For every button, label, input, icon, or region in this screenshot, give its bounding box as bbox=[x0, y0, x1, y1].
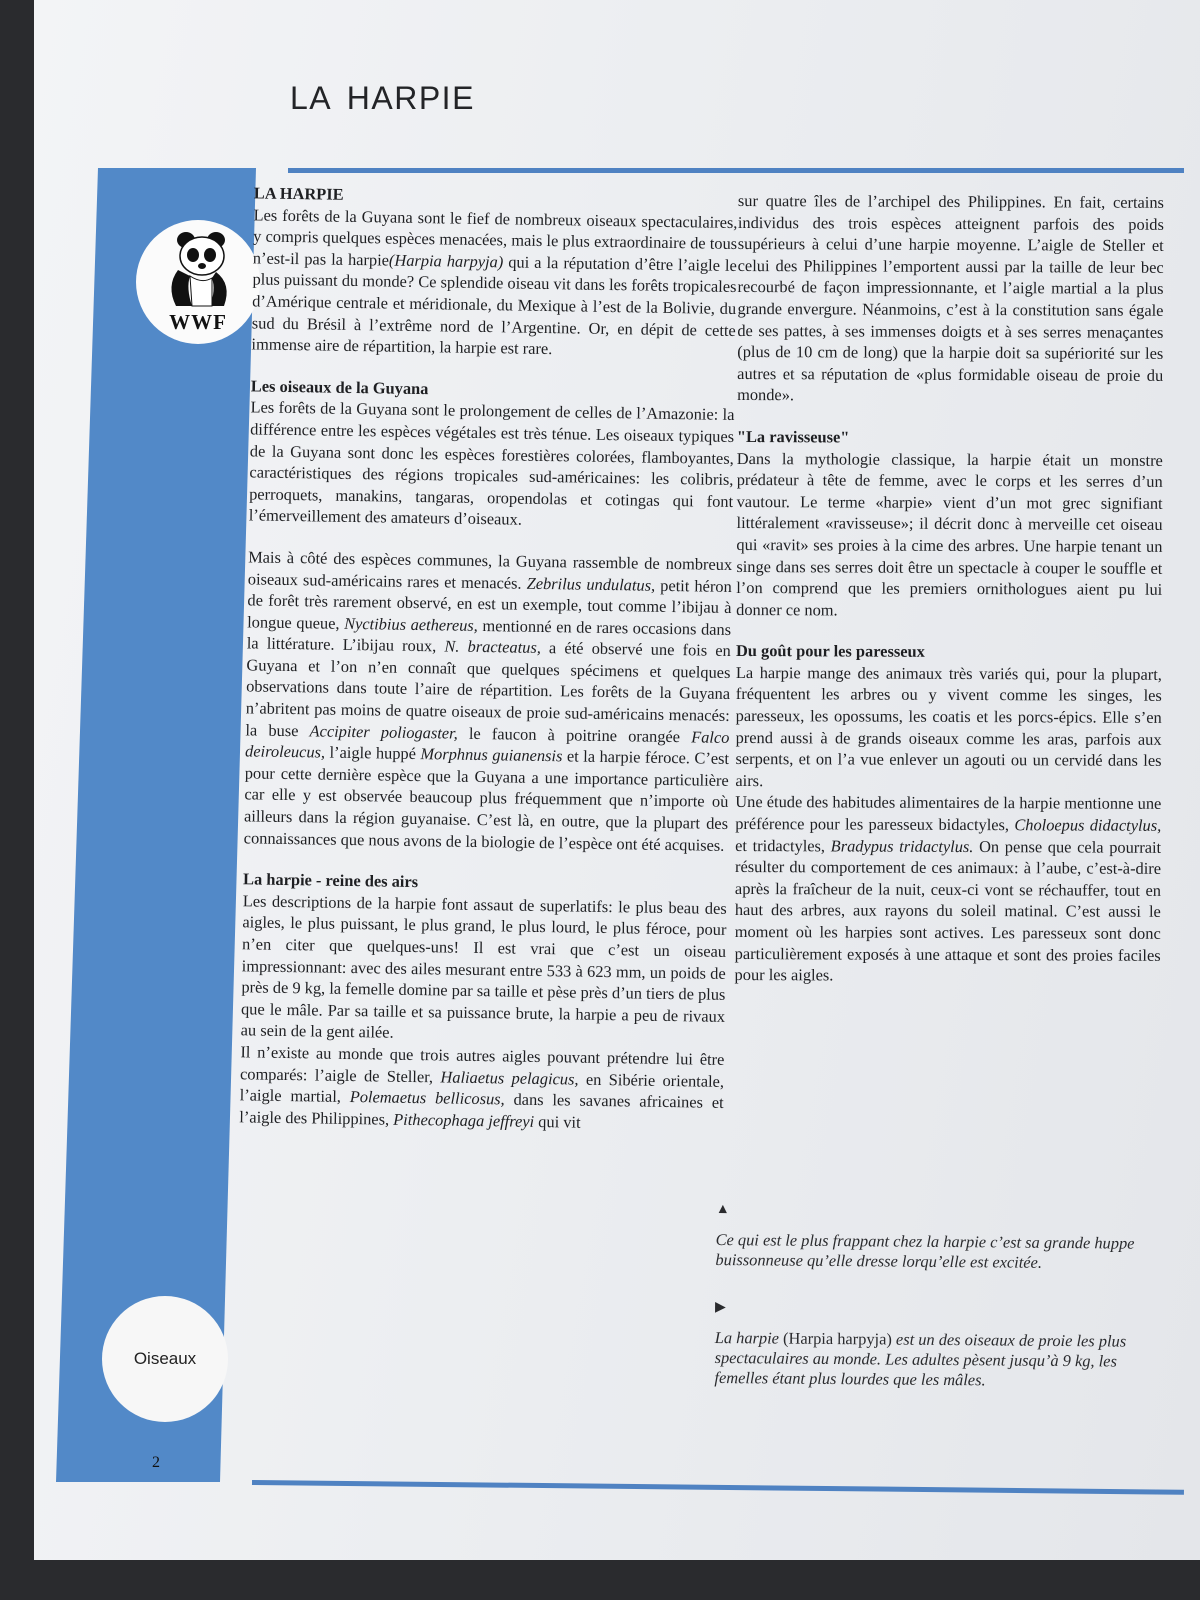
sidebar bbox=[56, 168, 256, 1482]
paragraph bbox=[251, 204, 737, 363]
species-name: Pithecophaga jeffreyi bbox=[393, 1109, 535, 1131]
triangle-right-icon: ▶ bbox=[714, 1299, 726, 1316]
logo-text: WWF bbox=[169, 310, 227, 334]
text-run: qui a la réputation d’être l’aigle le plus puissant du monde? Ce splendide oiseau vit dans les forêts tropicales d’Amérique centrale et méridionale, du Mexique à l’est de la Bolivie, du sud du Brésil à l’extrême nord de l’Argentine. Or, en dépit de cette immense aire de répartition, la harpie est rare. bbox=[251, 252, 737, 359]
species-name: Bradypus tridactylus. bbox=[830, 836, 974, 856]
section-heading: LA HARPIE bbox=[253, 183, 344, 204]
top-rule bbox=[288, 168, 1184, 173]
section-label: Oiseaux bbox=[102, 1296, 228, 1422]
text-run: mentionné en de rares occasions dans la littérature. L’ibijau roux, bbox=[246, 615, 732, 656]
text-run: sur quatre îles de l’archipel des Philippines. En fait, certains individus des trois espèces atteignent parfois des poids supérieurs à celui d’une harpie moyenne. L’aigle de Steller et celui des Philippines l’emportent aussi par la taille de leur bec recourbé de façon impressionnante, et l’aigle martial a la plus grande envergure. Néanmoins, c’est à la constitution sans égale de ses pattes, à ses immenses doigts et à ses serres menaçantes (plus de 10 cm de long) que la harpie doit sa supériorité sur les autres et sa réputation de «plus formidable oiseau de proie du monde». bbox=[737, 190, 1164, 405]
species-name: Nyctibius aethereus, bbox=[344, 613, 479, 635]
triangle-up-icon: ▲ bbox=[715, 1201, 730, 1218]
species-name: Accipiter poliogaster, bbox=[309, 720, 458, 743]
species-name: (Harpia harpyja) bbox=[388, 250, 504, 272]
bottom-rule bbox=[252, 1480, 1184, 1495]
text-run: Il n’existe au monde que trois autres aigles pouvant prétendre lui être comparés: l’aigle de Steller, bbox=[239, 1042, 725, 1086]
text-run: l’aigle huppé bbox=[324, 742, 421, 764]
left-column bbox=[239, 182, 738, 1135]
text-run: On pense que cela pourrait résulter du comportement de ces animaux: à l’aube, c’est-à-dire après la fraîcheur de la nuit, ceux-ci vont se réchauffer, tout en haut des arbres, aux rayons du soleil matinal. C’est aussi le moment où les harpies sont actives. Les paresseux sont donc particulièrement exposés à une attaque et sont des proies faciles pour les aigles. bbox=[734, 836, 1162, 985]
section-heading: La harpie - reine des airs bbox=[242, 869, 419, 892]
text-run: Mais à côté des espèces communes, la Guyana rassemble de nombreux oiseaux sud-américains rares et menacés. bbox=[247, 547, 733, 593]
species-name: Morphnus guianensis bbox=[420, 744, 563, 766]
panda-icon bbox=[152, 226, 244, 314]
species-name: Choloepus didactylus, bbox=[1014, 815, 1162, 835]
text-run: Ce qui est le plus frappant chez la harpie c’est sa grande huppe buissonneuse qu’elle dresse lorqu’elle est excitée. bbox=[715, 1229, 1135, 1272]
paragraph bbox=[737, 190, 1164, 408]
text-run: Une étude des habitudes alimentaires de la harpie mentionne une préférence pour les paresseux bidactyles, bbox=[735, 792, 1162, 835]
text-run: petit héron de forêt très rarement observé, en est un exemple, tout comme l’ibijau à longue queue, bbox=[247, 575, 732, 633]
caption-text bbox=[714, 1328, 1157, 1392]
paragraph bbox=[244, 546, 733, 856]
text-run: et tridactyles, bbox=[735, 835, 831, 856]
photo-captions bbox=[714, 1200, 1158, 1392]
species-name: Falco deiroleucus, bbox=[244, 726, 730, 762]
paragraph bbox=[239, 1041, 724, 1135]
text-run: La harpie bbox=[714, 1327, 784, 1348]
document-page bbox=[34, 0, 1200, 1560]
text-run: dans les savanes africaines et l’aigle des Philippines, bbox=[239, 1089, 724, 1129]
species-name: Zebrilus undulatus, bbox=[526, 573, 656, 595]
caption-gap bbox=[715, 1270, 1157, 1302]
section-heading: "La ravisseuse" bbox=[736, 426, 850, 447]
paragraph bbox=[249, 397, 735, 534]
species-name: N. bracteatus, bbox=[444, 636, 542, 658]
paragraph bbox=[735, 662, 1162, 793]
sidebar-band bbox=[56, 168, 256, 1482]
text-run: La harpie mange des animaux très variés qui, pour la plupart, fréquentent les arbres ou y vivent comme les singes, les paresseux, les opossums, les coatis et les porcs-épics. Elle s’en prend aussi à de grands oiseaux comme les aras, parfois aux serpents, et on l’a vue enlever un agouti ou un cervidé dans les airs. bbox=[735, 662, 1162, 790]
wwf-logo bbox=[136, 220, 260, 344]
text-run: Les forêts de la Guyana sont le fief de nombreux oiseaux spectaculaires, y compris quelques espèces menacées, mais le plus extraordinaire de tous n’est-il pas la harpie bbox=[252, 204, 738, 270]
page-title: LA HARPIE bbox=[290, 80, 475, 116]
text-run: en Sibérie orientale, l’aigle martial, bbox=[239, 1069, 725, 1107]
text-run: Les forêts de la Guyana sont le prolongement de celles de l’Amazonie: la différence entre les espèces végétales est très ténue. Les oiseaux typiques de la Guyana sont donc les espèces forestières colorées, flamboyantes, caractéristiques des régions tropicales sud-américaines: les colibris, perroquets, manakins, tangaras, oropendolas et cotingas qui font l’émerveillement des amateurs d’oiseaux. bbox=[248, 397, 735, 529]
paragraph bbox=[735, 791, 1162, 987]
paragraph bbox=[736, 448, 1163, 623]
text-run: le faucon à poitrine orangée bbox=[457, 723, 692, 746]
caption-text bbox=[715, 1230, 1157, 1274]
page-number: 2 bbox=[152, 1454, 160, 1471]
text-run: Les descriptions de la harpie font assaut de superlatifs: le plus beau des aigles, le plus puissant, le plus grand, le plus lourd, le plus féroce, pour n’en citer que quelques-uns! Il est vrai que c’est un oiseau impressionnant: avec des ailes mesurant entre 533 à 623 mm, un poids de près de 9 kg, la femelle domine par sa taille et pèse près d’un tiers de plus que le mâle. Par sa taille et sa puissance brute, la harpie a peu de rivaux au sein de la gent ailée. bbox=[240, 891, 727, 1043]
section-heading: Les oiseaux de la Guyana bbox=[250, 376, 429, 398]
text-run: a été observé une fois en Guyana et l’on n’en connaît que quelques spécimens et quelques observations dans toute l’aire de répartition. Les forêts de la Guyana n’abritent pas moins de quatre oiseaux de proie sud-américains menacés: la buse bbox=[245, 638, 731, 740]
section-gap bbox=[736, 620, 1162, 642]
text-run: qui vit bbox=[534, 1111, 581, 1132]
paragraph bbox=[241, 890, 727, 1049]
section-heading: Du goût pour les paresseux bbox=[735, 641, 925, 662]
right-column bbox=[735, 190, 1164, 988]
text-run: et la harpie féroce. C’est pour cette dernière espèce que la Guyana a une importance particulière car elle y est observée beaucoup plus fréquemment que n’importe où ailleurs dans la région guyanaise. C’est là, en outre, que la plupart des connaissances que nous avons de la biologie de l’espèce ont été acquises. bbox=[243, 746, 730, 855]
species-name: Polemaetus bellicosus, bbox=[349, 1087, 505, 1109]
text-run: est un des oiseaux de proie les plus spectaculaires au monde. Les adultes pèsent jusqu’à 9 kg, les femelles étant plus lourdes que les mâles. bbox=[714, 1329, 1127, 1390]
text-run: Dans la mythologie classique, la harpie était un monstre prédateur à tête de femme, avec le corps et les serres d’un vautour. Le terme «harpie» vient d’un mot grec signifiant littéralement «ravisseuse»; il décrit donc à merveille cet oiseau qui «ravit» ses proies à la cime des arbres. Une harpie tenant un singe dans ses serres doit être un spectacle à couper le souffle et l’on comprend que les premiers ornithologues aient pu lui donner ce nom. bbox=[736, 448, 1163, 620]
species-name: Haliaetus pelagicus, bbox=[440, 1067, 579, 1089]
section-gap bbox=[737, 406, 1163, 428]
species-name: (Harpia harpyja) bbox=[783, 1328, 892, 1349]
